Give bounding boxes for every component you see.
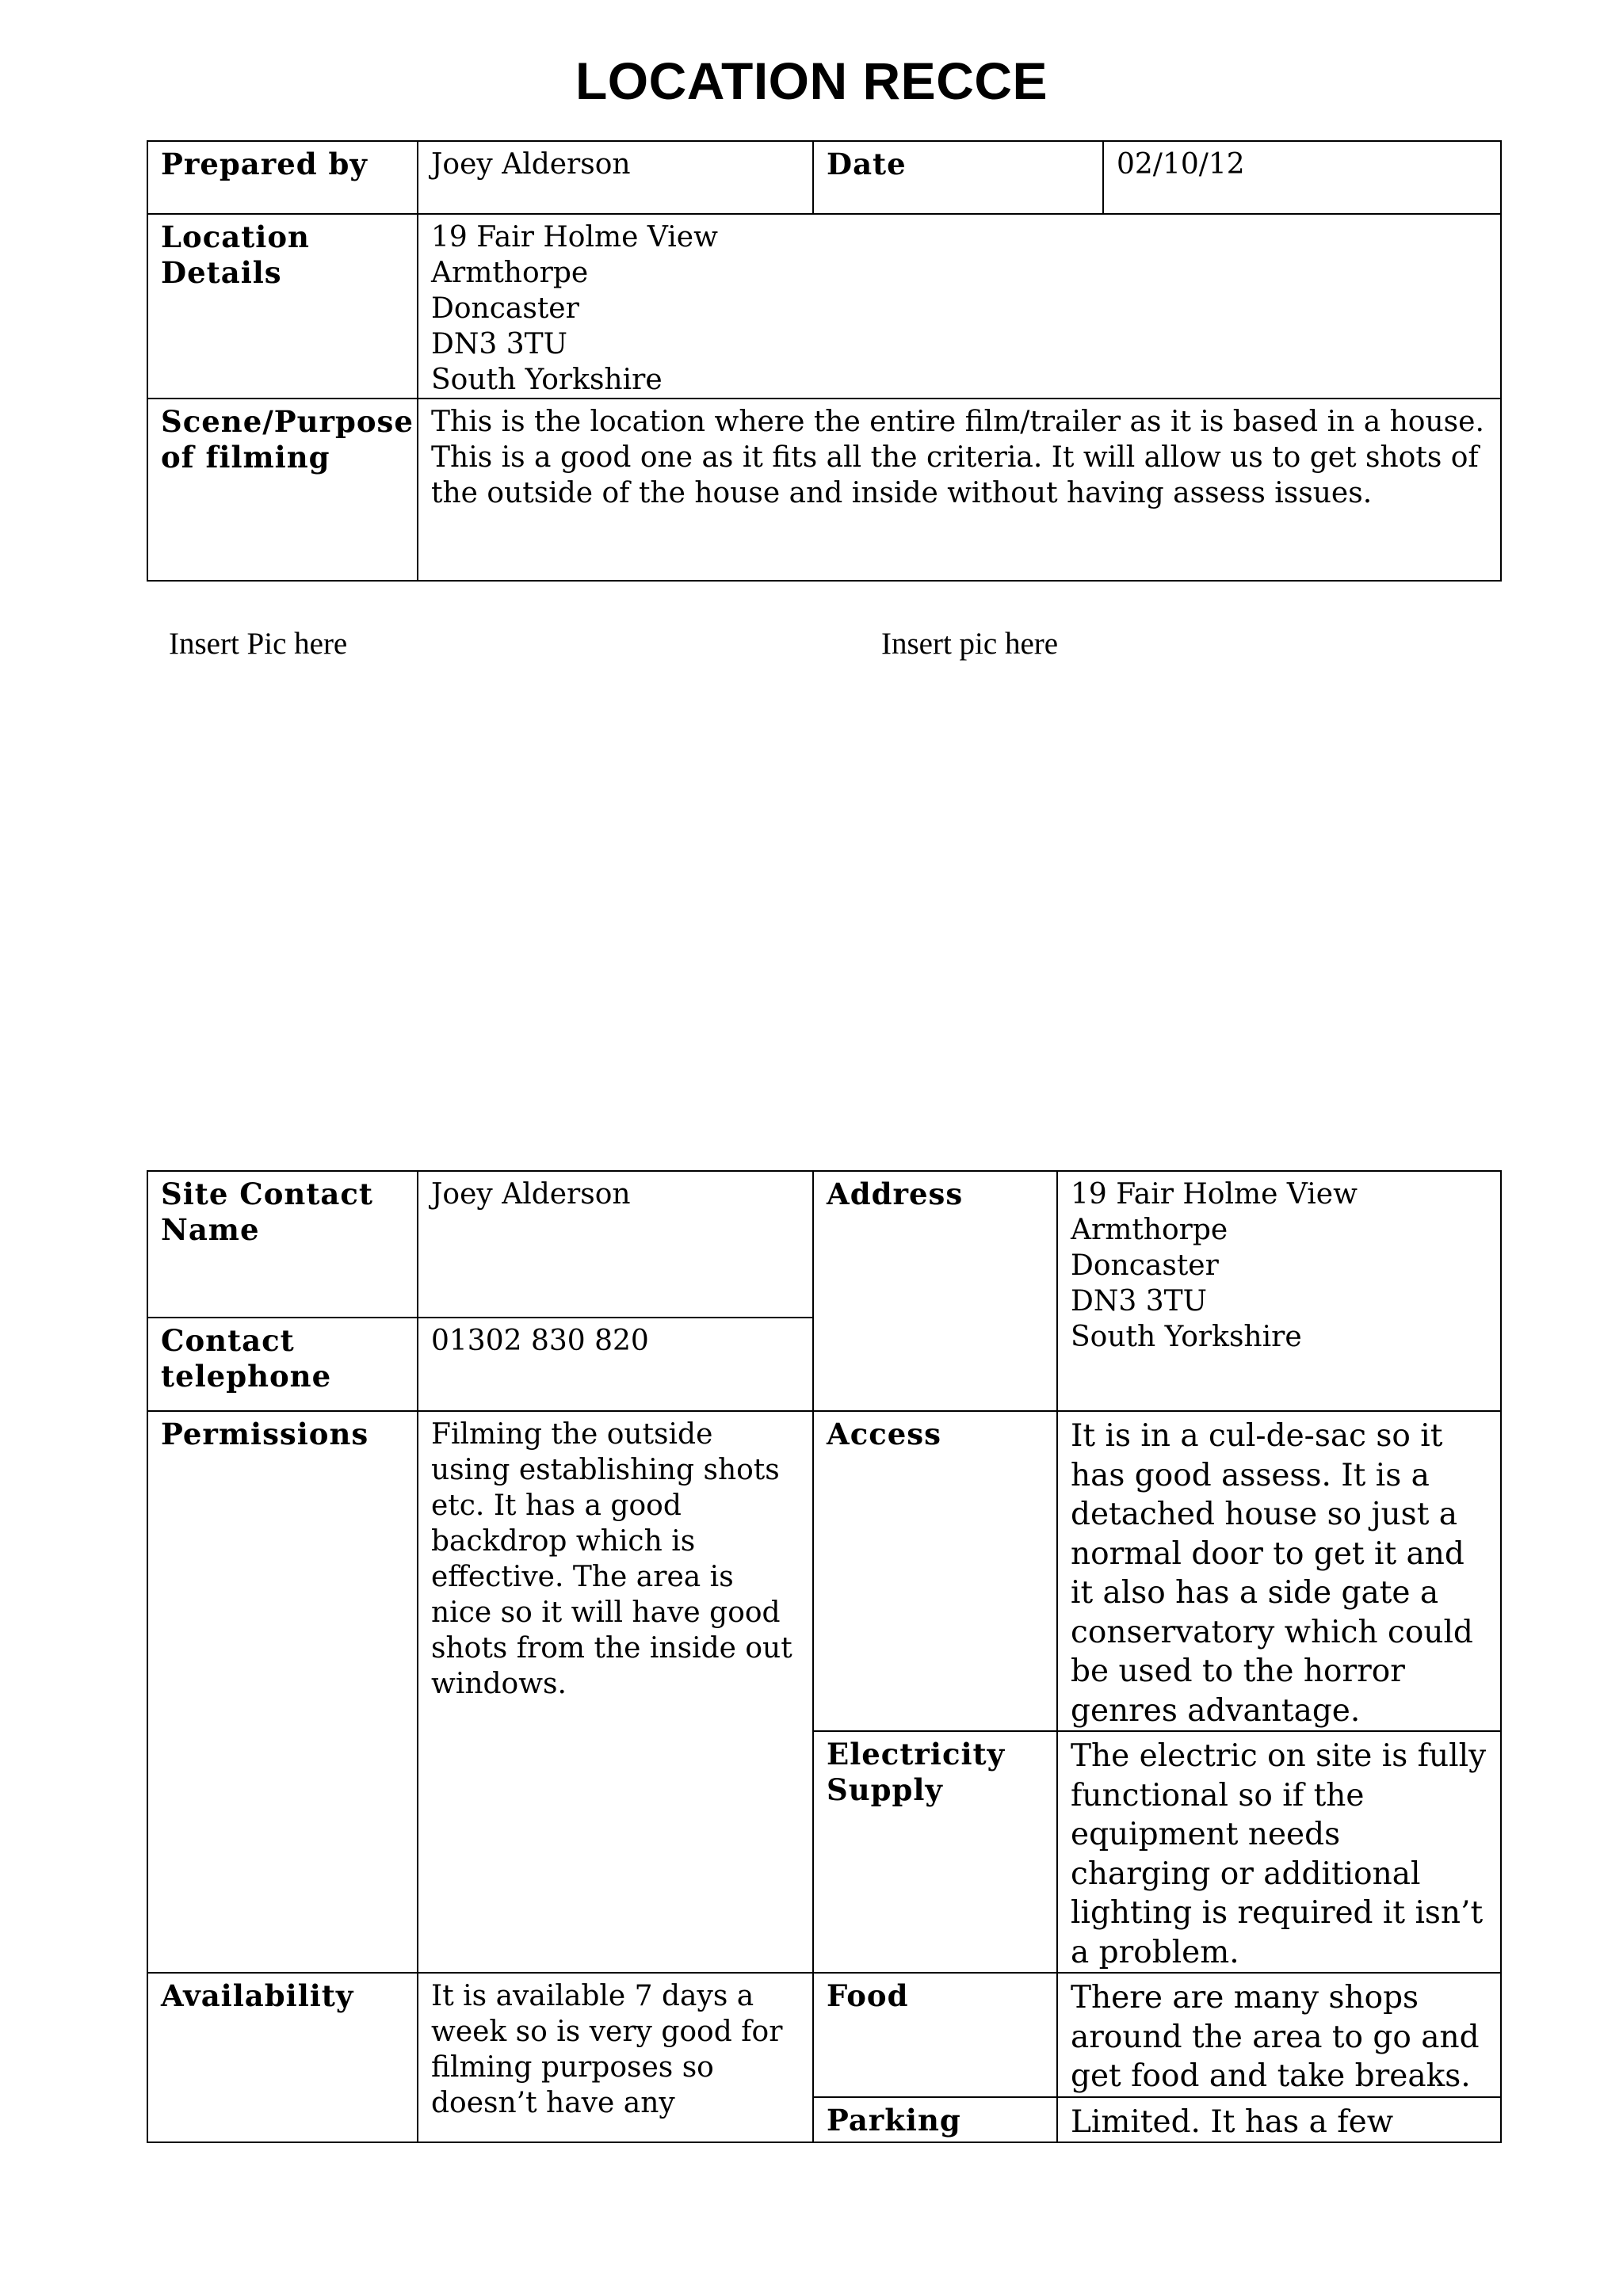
page-title: LOCATION RECCE	[575, 51, 1048, 110]
recce-header-table	[147, 140, 1502, 582]
address-value: 19 Fair Holme View Armthorpe Doncaster DN3 3TU South Yorkshire	[1057, 1171, 1501, 1411]
permissions-value: Filming the outside using establishing shots etc. It has a good backdrop which is effective. The area is nice so it will have good shots from the inside out windows.	[418, 1411, 813, 1973]
contact-telephone-label: Contact telephone	[147, 1318, 418, 1411]
access-label: Access	[813, 1411, 1057, 1731]
date-label: Date	[813, 141, 1103, 214]
electricity-supply-label: Electricity Supply	[813, 1731, 1057, 1973]
address-label: Address	[813, 1171, 1057, 1411]
permissions-label: Permissions	[147, 1411, 418, 1973]
site-contact-value: Joey Alderson	[418, 1171, 813, 1318]
picture-placeholder-left: Insert Pic here	[169, 627, 348, 661]
parking-label: Parking	[813, 2097, 1057, 2143]
availability-value: It is available 7 days a week so is very good for filming purposes so doesn’t have any	[418, 1973, 813, 2142]
parking-value: Limited. It has a few	[1057, 2097, 1501, 2143]
site-contact-label: Site Contact Name	[147, 1171, 418, 1318]
location-details-label: Location Details	[147, 214, 418, 399]
availability-label: Availability	[147, 1973, 418, 2142]
date-value: 02/10/12	[1103, 141, 1501, 214]
food-label: Food	[813, 1973, 1057, 2097]
electricity-supply-value: The electric on site is fully functional so if the equipment needs charging or additional lighting is required it isn’t a problem.	[1057, 1731, 1501, 1973]
location-details-value: 19 Fair Holme View Armthorpe Doncaster DN3 3TU South Yorkshire	[418, 214, 1501, 399]
recce-details-table	[147, 1170, 1502, 2143]
prepared-by-label: Prepared by	[147, 141, 418, 214]
contact-telephone-value: 01302 830 820	[418, 1318, 813, 1411]
picture-placeholder-right: Insert pic here	[881, 627, 1059, 661]
scene-purpose-value: This is the location where the entire film/trailer as it is based in a house. This is a good one as it fits all the criteria. It will allow us to get shots of the outside of the house and inside without having assess issues.	[418, 399, 1501, 581]
scene-purpose-label: Scene/Purpose of filming	[147, 399, 418, 581]
access-value: It is in a cul-de-sac so it has good assess. It is a detached house so just a normal door to get it and it also has a side gate a conservatory which could be used to the horror genres advantage.	[1057, 1411, 1501, 1731]
prepared-by-value: Joey Alderson	[418, 141, 813, 214]
food-value: There are many shops around the area to go and get food and take breaks.	[1057, 1973, 1501, 2097]
